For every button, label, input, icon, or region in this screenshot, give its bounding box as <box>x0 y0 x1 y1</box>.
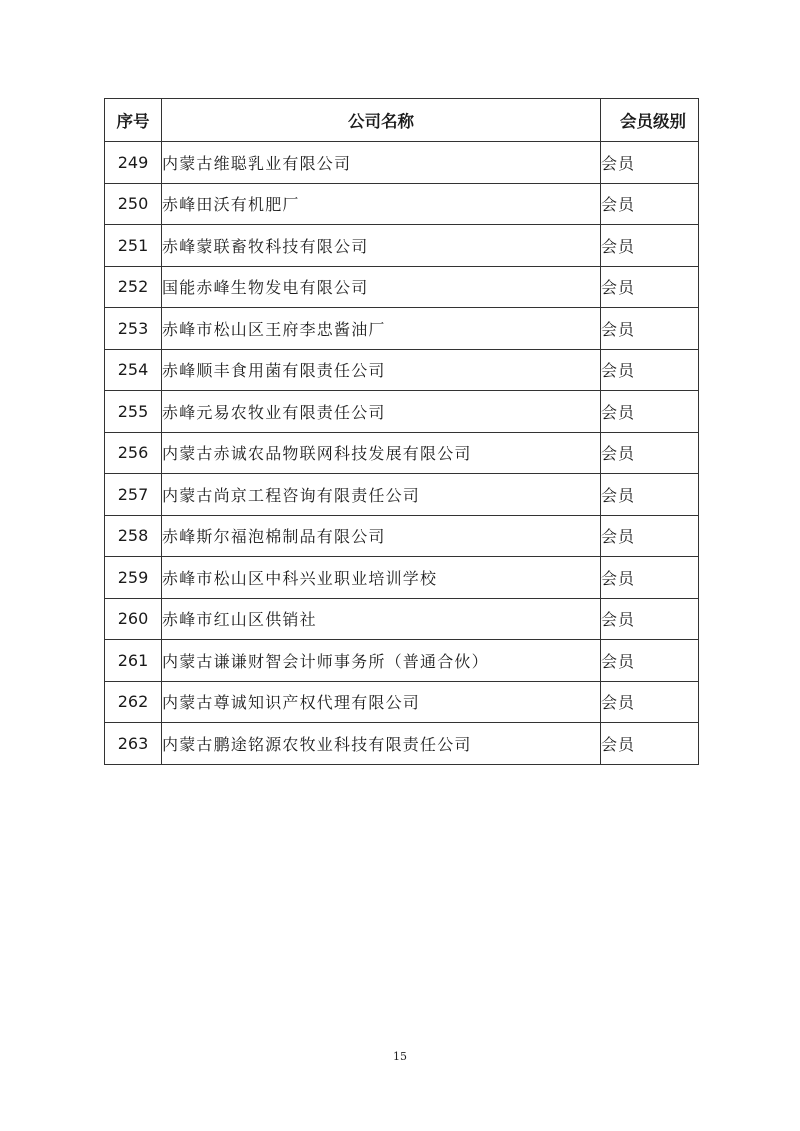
row-company-name: 赤峰市红山区供销社 <box>162 598 601 640</box>
row-number: 249 <box>105 142 162 184</box>
row-number: 255 <box>105 391 162 433</box>
row-member-level: 会员 <box>601 183 699 225</box>
row-number: 256 <box>105 432 162 474</box>
row-number: 250 <box>105 183 162 225</box>
header-company-name: 公司名称 <box>162 99 601 142</box>
row-number: 263 <box>105 723 162 765</box>
table-row <box>105 515 699 557</box>
row-number: 252 <box>105 266 162 308</box>
row-company-name: 内蒙古赤诚农品物联网科技发展有限公司 <box>162 432 601 474</box>
row-member-level: 会员 <box>601 681 699 723</box>
row-company-name: 赤峰斯尔福泡棉制品有限公司 <box>162 515 601 557</box>
row-company-name: 赤峰蒙联畜牧科技有限公司 <box>162 225 601 267</box>
table-header-row <box>105 99 699 142</box>
row-member-level: 会员 <box>601 142 699 184</box>
row-member-level: 会员 <box>601 640 699 682</box>
row-number: 261 <box>105 640 162 682</box>
row-company-name: 国能赤峰生物发电有限公司 <box>162 266 601 308</box>
row-number: 259 <box>105 557 162 599</box>
header-member-level: 会员级别 <box>601 99 699 142</box>
table-row <box>105 640 699 682</box>
row-number: 253 <box>105 308 162 350</box>
row-number: 258 <box>105 515 162 557</box>
row-member-level: 会员 <box>601 432 699 474</box>
row-company-name: 赤峰元易农牧业有限责任公司 <box>162 391 601 433</box>
table-row <box>105 681 699 723</box>
row-company-name: 内蒙古尊诚知识产权代理有限公司 <box>162 681 601 723</box>
table-header <box>105 99 699 142</box>
table-row <box>105 308 699 350</box>
table-row <box>105 183 699 225</box>
row-member-level: 会员 <box>601 225 699 267</box>
row-company-name: 赤峰顺丰食用菌有限责任公司 <box>162 349 601 391</box>
page-number: 15 <box>393 1050 407 1063</box>
table-row <box>105 474 699 516</box>
row-number: 257 <box>105 474 162 516</box>
row-member-level: 会员 <box>601 723 699 765</box>
row-member-level: 会员 <box>601 391 699 433</box>
row-member-level: 会员 <box>601 349 699 391</box>
table-row <box>105 723 699 765</box>
header-number: 序号 <box>105 99 162 142</box>
row-company-name: 内蒙古谦谦财智会计师事务所（普通合伙） <box>162 640 601 682</box>
row-number: 254 <box>105 349 162 391</box>
row-number: 262 <box>105 681 162 723</box>
table-row <box>105 266 699 308</box>
row-member-level: 会员 <box>601 598 699 640</box>
row-company-name: 赤峰市松山区王府李忠酱油厂 <box>162 308 601 350</box>
table-row <box>105 432 699 474</box>
table-body <box>105 142 699 765</box>
row-number: 260 <box>105 598 162 640</box>
table-row <box>105 142 699 184</box>
table-row <box>105 598 699 640</box>
table-row <box>105 349 699 391</box>
member-table <box>104 98 699 765</box>
row-number: 251 <box>105 225 162 267</box>
row-company-name: 赤峰市松山区中科兴业职业培训学校 <box>162 557 601 599</box>
row-company-name: 内蒙古尚京工程咨询有限责任公司 <box>162 474 601 516</box>
row-company-name: 内蒙古维聪乳业有限公司 <box>162 142 601 184</box>
row-company-name: 内蒙古鹏途铭源农牧业科技有限责任公司 <box>162 723 601 765</box>
table-row <box>105 391 699 433</box>
table-row <box>105 225 699 267</box>
row-member-level: 会员 <box>601 266 699 308</box>
row-member-level: 会员 <box>601 474 699 516</box>
row-member-level: 会员 <box>601 515 699 557</box>
row-company-name: 赤峰田沃有机肥厂 <box>162 183 601 225</box>
row-member-level: 会员 <box>601 308 699 350</box>
table-row <box>105 557 699 599</box>
row-member-level: 会员 <box>601 557 699 599</box>
